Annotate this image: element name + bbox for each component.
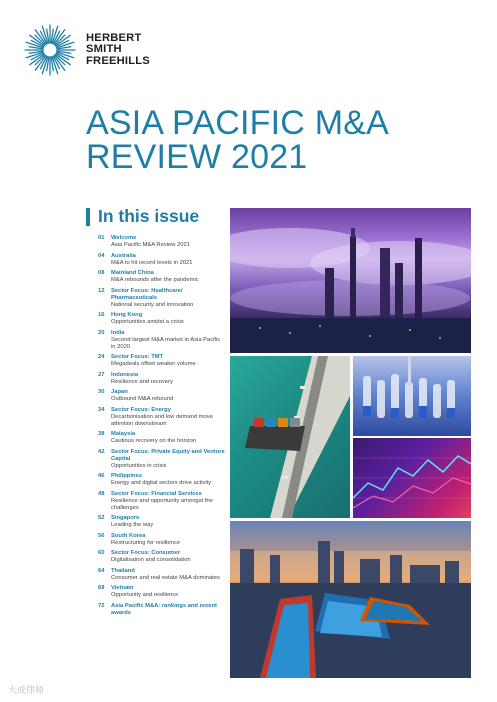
toc-page-number: 64 bbox=[98, 567, 105, 574]
toc-page-number: 16 bbox=[98, 312, 105, 318]
toc-item-subtitle: Resilience and recovery bbox=[111, 378, 173, 385]
toc-item-title: Singapore bbox=[111, 515, 140, 521]
toc-page-number: 48 bbox=[98, 490, 105, 497]
toc-item-title: Sector Focus: Private Equity and Venture Capital bbox=[111, 448, 225, 462]
toc-page-number: 60 bbox=[98, 550, 105, 556]
toc-heading: In this issue bbox=[98, 206, 200, 226]
toc-item bbox=[98, 568, 226, 582]
toc-item bbox=[98, 270, 226, 284]
laboratory-vials-photo bbox=[353, 356, 471, 436]
toc-page-number: 34 bbox=[98, 406, 105, 413]
toc-list bbox=[98, 235, 226, 620]
river-boats-city-photo bbox=[230, 521, 471, 678]
toc-item bbox=[98, 473, 226, 487]
toc-item-subtitle: Outbound M&A rebound bbox=[111, 396, 174, 402]
toc-item bbox=[98, 603, 226, 617]
toc-item-subtitle: M&A rebounds after the pandemic bbox=[111, 277, 199, 283]
toc-item-title: Thailand bbox=[111, 567, 135, 574]
toc-item bbox=[98, 288, 226, 309]
toc-page-number: 01 bbox=[98, 235, 105, 241]
toc-item bbox=[98, 312, 226, 326]
toc-item-title: Australia bbox=[111, 252, 136, 259]
toc-page-number: 68 bbox=[98, 585, 105, 591]
toc-item-title: Sector Focus: Financial Services bbox=[111, 490, 202, 497]
toc-item bbox=[98, 253, 226, 267]
toc-item bbox=[98, 330, 226, 351]
watermark: 大成律师 bbox=[8, 685, 45, 695]
toc-accent-bar bbox=[86, 208, 90, 226]
title-line-1: ASIA PACIFIC M&A bbox=[86, 104, 389, 142]
starburst-logo-icon bbox=[24, 24, 76, 76]
toc-item-subtitle: Second largest M&A market in Asia Pacific in 2020 bbox=[111, 336, 221, 350]
toc-item-title: Indonesia bbox=[111, 371, 139, 378]
toc-item-subtitle: Opportunities in crisis bbox=[111, 462, 167, 469]
toc-page-number: 24 bbox=[98, 354, 105, 360]
city-skyline-clouds-photo bbox=[230, 208, 471, 353]
title-line-2: REVIEW 2021 bbox=[86, 138, 308, 176]
toc-item-title: Sector Focus: Consumer bbox=[111, 550, 180, 556]
toc-page-number: 72 bbox=[98, 602, 105, 609]
page-title bbox=[86, 106, 389, 174]
toc-item-subtitle: Decarbonisation and low demand move attention downstream bbox=[111, 413, 213, 427]
toc-item-subtitle: Megadeals offset weaker volume bbox=[111, 361, 196, 367]
logo-wordmark bbox=[86, 33, 150, 68]
toc-item-title: Malaysia bbox=[111, 431, 136, 437]
toc-item-title: Sector Focus: TMT bbox=[111, 354, 164, 360]
toc-page-number: 52 bbox=[98, 515, 105, 521]
toc-item-subtitle: Cautious recovery on the horizon bbox=[111, 438, 197, 444]
toc-item bbox=[98, 235, 226, 249]
toc-item-title: South Korea bbox=[111, 532, 146, 539]
toc-item-subtitle: Digitalisation and consolidation bbox=[111, 557, 191, 563]
logo-line-3: FREEHILLS bbox=[86, 54, 150, 67]
toc-item bbox=[98, 491, 226, 512]
toc-item-title: Japan bbox=[111, 389, 128, 395]
logo bbox=[24, 24, 150, 76]
toc-item bbox=[98, 533, 226, 547]
toc-item-title: Mainland China bbox=[111, 270, 154, 276]
toc-page-number: 12 bbox=[98, 287, 105, 294]
toc-page-number: 38 bbox=[98, 431, 105, 437]
toc-item-subtitle: Opportunity and resilience bbox=[111, 592, 179, 598]
toc-item bbox=[98, 449, 226, 470]
data-graph-photo bbox=[353, 438, 471, 518]
toc-item-title: Sector Focus: Healthcare/ Pharmaceuticals bbox=[111, 287, 183, 301]
toc-item bbox=[98, 431, 226, 445]
toc-item-title: India bbox=[111, 329, 125, 336]
toc-page-number: 27 bbox=[98, 371, 105, 378]
toc-item-subtitle: Asia Pacific M&A Review 2021 bbox=[111, 242, 190, 248]
toc-item-subtitle: Restructuring for resilience bbox=[111, 539, 180, 546]
toc-item-title: Vietnam bbox=[111, 585, 134, 591]
toc-page-number: 56 bbox=[98, 532, 105, 539]
toc-item-subtitle: Energy and digital sectors drive activity bbox=[111, 480, 212, 486]
toc-page-number: 30 bbox=[98, 389, 105, 395]
toc-item-title: Philippines bbox=[111, 473, 142, 479]
toc-item-subtitle: M&A to hit record levels in 2021 bbox=[111, 259, 193, 266]
toc-item-title: Hong Kong bbox=[111, 312, 143, 318]
toc-item bbox=[98, 550, 226, 564]
toc-item-subtitle: Consumer and real estate M&A dominates bbox=[111, 574, 220, 581]
toc-page-number: 08 bbox=[98, 270, 105, 276]
toc-item bbox=[98, 389, 226, 403]
toc-item bbox=[98, 407, 226, 428]
toc-item bbox=[98, 585, 226, 599]
toc-item-subtitle: Opportunities amidst a crisis bbox=[111, 319, 184, 325]
toc-item bbox=[98, 354, 226, 368]
toc-page-number: 04 bbox=[98, 252, 105, 259]
toc-item-title: Sector Focus: Energy bbox=[111, 406, 171, 413]
logo-line-1: HERBERT bbox=[86, 31, 142, 44]
toc-item-subtitle: Leading the way bbox=[111, 522, 154, 528]
toc-item-title: Asia Pacific M&A: rankings and recent awards bbox=[111, 602, 217, 616]
toc-item bbox=[98, 372, 226, 386]
toc-page-number: 46 bbox=[98, 473, 105, 479]
toc-item bbox=[98, 515, 226, 529]
toc-page-number: 20 bbox=[98, 329, 105, 336]
toc-item-subtitle: Resilience and opportunity amongst the challenges bbox=[111, 497, 213, 511]
logo-line-2: SMITH bbox=[86, 43, 122, 56]
toc-page-number: 42 bbox=[98, 448, 105, 455]
container-ship-bridge-photo bbox=[230, 356, 350, 518]
toc-item-title: Welcome bbox=[111, 235, 137, 241]
toc-item-subtitle: National security and innovation bbox=[111, 301, 194, 308]
